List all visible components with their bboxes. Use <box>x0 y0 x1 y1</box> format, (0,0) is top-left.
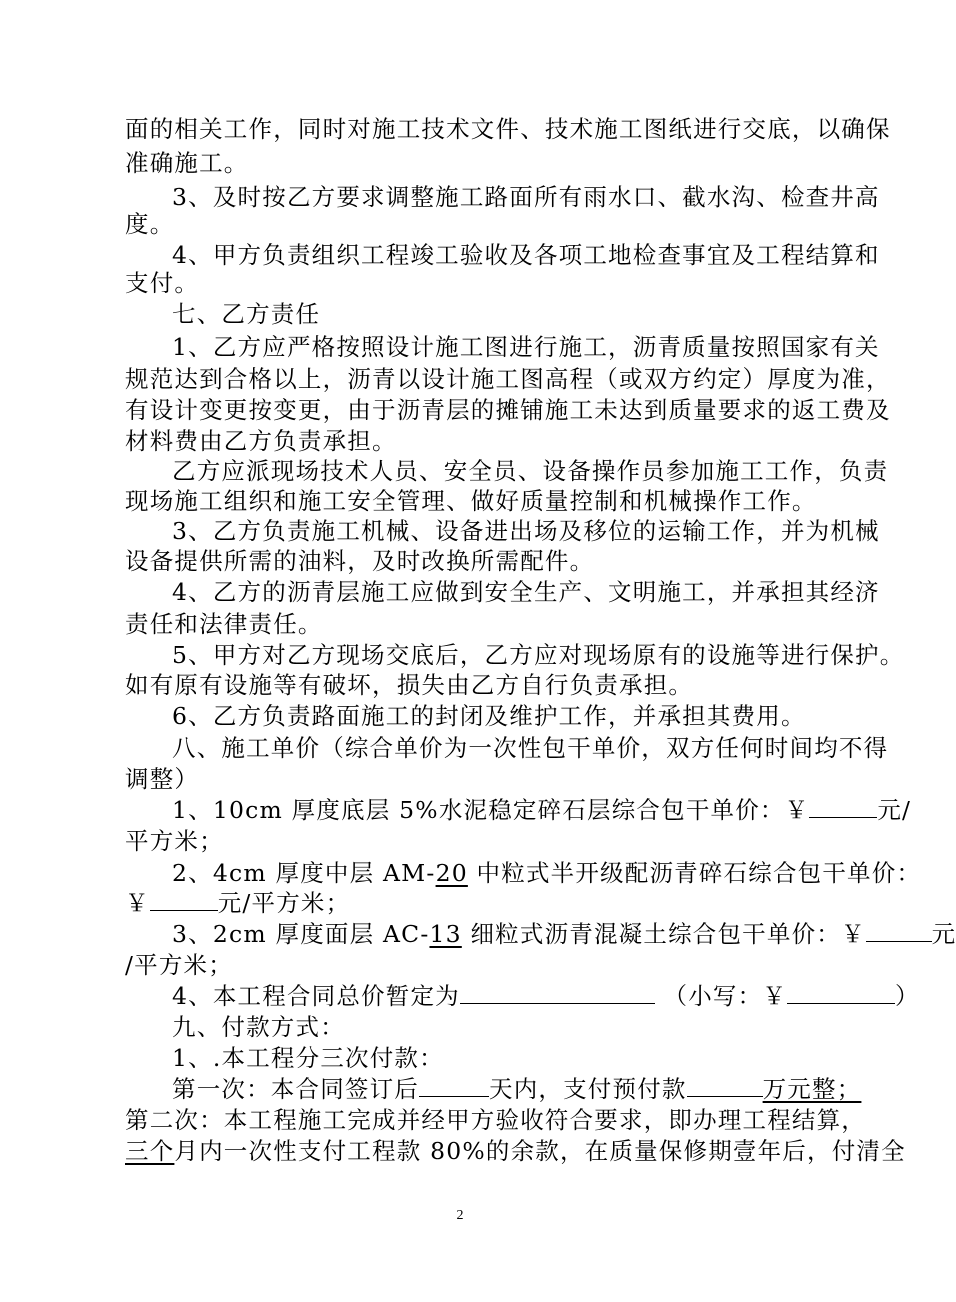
text-span: 元/平方米； <box>217 889 351 917</box>
text-span: 1、乙方应严格按照设计施工图进行施工，沥青质量按照国家有关 <box>172 333 880 361</box>
section-heading <box>172 731 912 765</box>
paragraph-line <box>172 514 912 548</box>
text-span: ） <box>895 982 920 1010</box>
blank-fill-line <box>809 795 877 818</box>
text-span: 乙方应派现场技术人员、安全员、设备操作员参加施工工作，负责 <box>172 457 889 485</box>
paragraph-line <box>125 607 865 641</box>
paragraph-line <box>125 1134 906 1168</box>
paragraph-line <box>172 638 912 672</box>
text-span: 八、施工单价（综合单价为一次性包干单价，双方任何时间均不得 <box>172 734 889 762</box>
text-span: 2、4cm 厚度中层 AM- <box>172 859 436 887</box>
paragraph-line <box>125 112 891 146</box>
paragraph-line <box>172 330 912 364</box>
text-span: 责任和法律责任。 <box>125 610 323 638</box>
paragraph-line <box>125 668 865 702</box>
text-span: 有设计变更按变更，由于沥青层的摊铺施工未达到质量要求的返工费及 <box>125 396 891 424</box>
blank-fill-line <box>687 1074 763 1097</box>
text-span: 5、甲方对乙方现场交底后，乙方应对现场原有的设施等进行保护。 <box>172 641 905 669</box>
text-span: 天内，支付预付款 <box>489 1075 687 1103</box>
text-span: ￥ <box>125 889 150 917</box>
text-span: 支付。 <box>125 269 200 297</box>
text-span: 4、乙方的沥青层施工应做到安全生产、文明施工，并承担其经济 <box>172 578 880 606</box>
paragraph-line <box>125 146 865 180</box>
blank-fill-line <box>419 1074 489 1097</box>
text-span: 3、乙方负责施工机械、设备进出场及移位的运输工作，并为机械 <box>172 517 880 545</box>
paragraph-line <box>125 824 865 858</box>
paragraph-line <box>172 979 920 1013</box>
text-span: 1、10cm 厚度底层 5%水泥稳定碎石层综合包干单价：￥ <box>172 796 810 824</box>
paragraph-line <box>125 886 865 920</box>
paragraph-line <box>125 544 865 578</box>
text-span: 第一次：本合同签订后 <box>172 1075 419 1103</box>
text-span: 七、乙方责任 <box>172 300 321 328</box>
paragraph-line <box>172 575 912 609</box>
text-span: 4、本工程合同总价暂定为 <box>172 982 460 1010</box>
text-span: 材料费由乙方负责承担。 <box>125 427 397 455</box>
paragraph-line <box>125 948 865 982</box>
text-span: 现场施工组织和施工安全管理、做好质量控制和机械操作工作。 <box>125 487 817 515</box>
paragraph-line <box>125 762 865 796</box>
paragraph-line <box>125 393 891 427</box>
blank-fill-line <box>460 981 655 1004</box>
text-span: 规范达到合格以上，沥青以设计施工图高程（或双方约定）厚度为准， <box>125 365 891 393</box>
paragraph-line <box>172 917 956 951</box>
text-span: 元 <box>931 920 956 948</box>
page-number: 2 <box>456 1208 464 1223</box>
blank-fill-line <box>150 888 218 911</box>
text-span: （小写：￥ <box>663 982 788 1010</box>
paragraph-line <box>172 699 912 733</box>
section-heading <box>172 1010 912 1044</box>
text-span: 4、甲方负责组织工程竣工验收及各项工地检查事宜及工程结算和 <box>172 241 880 269</box>
paragraph-line <box>125 484 865 518</box>
paragraph-line <box>125 424 865 458</box>
paragraph-line <box>125 362 891 396</box>
text-span: 九、付款方式： <box>172 1013 345 1041</box>
text-span: 元/ <box>877 796 912 824</box>
text-span: 平方米； <box>125 827 224 855</box>
text-span: 准确施工。 <box>125 149 249 177</box>
text-span: /平方米； <box>125 951 233 979</box>
text-span: 设备提供所需的油料，及时改换所需配件。 <box>125 547 595 575</box>
text-span: 月内一次性支付工程款 80%的余款，在质量保修期壹年后，付清全 <box>174 1137 906 1165</box>
text-span: 6、乙方负责路面施工的封闭及维护工作，并承担其费用。 <box>172 702 806 730</box>
paragraph-line <box>172 793 912 827</box>
text-span: 面的相关工作，同时对施工技术文件、技术施工图纸进行交底，以确保 <box>125 115 891 143</box>
paragraph-line <box>125 266 865 300</box>
text-span: 第二次：本工程施工完成并经甲方验收符合要求，即办理工程结算， <box>125 1106 866 1134</box>
paragraph-line <box>172 856 922 890</box>
text-span: 如有原有设施等有破坏，损失由乙方自行负责承担。 <box>125 671 694 699</box>
paragraph-line <box>172 454 912 488</box>
underlined-value: 三个 <box>125 1137 175 1165</box>
underlined-value: 20 <box>435 859 468 887</box>
blank-fill-line <box>866 919 932 942</box>
text-span: 3、2cm 厚度面层 AC- <box>172 920 430 948</box>
text-span: 细粒式沥青混凝土综合包干单价：￥ <box>470 920 866 948</box>
underlined-value: 万元整； <box>762 1075 862 1103</box>
text-span: 1、.本工程分三次付款： <box>172 1044 444 1072</box>
paragraph-line <box>172 1072 912 1106</box>
blank-fill-line <box>787 981 895 1004</box>
paragraph-line <box>172 1041 912 1075</box>
paragraph-line <box>125 207 865 241</box>
text-span: 度。 <box>125 210 175 238</box>
paragraph-line <box>125 1103 865 1137</box>
section-heading <box>172 297 912 331</box>
text-span: 中粒式半开级配沥青碎石综合包干单价： <box>476 859 922 887</box>
underlined-value: 13 <box>429 920 462 948</box>
text-span: 调整） <box>125 765 200 793</box>
text-span: 3、及时按乙方要求调整施工路面所有雨水口、截水沟、检查井高 <box>172 183 880 211</box>
